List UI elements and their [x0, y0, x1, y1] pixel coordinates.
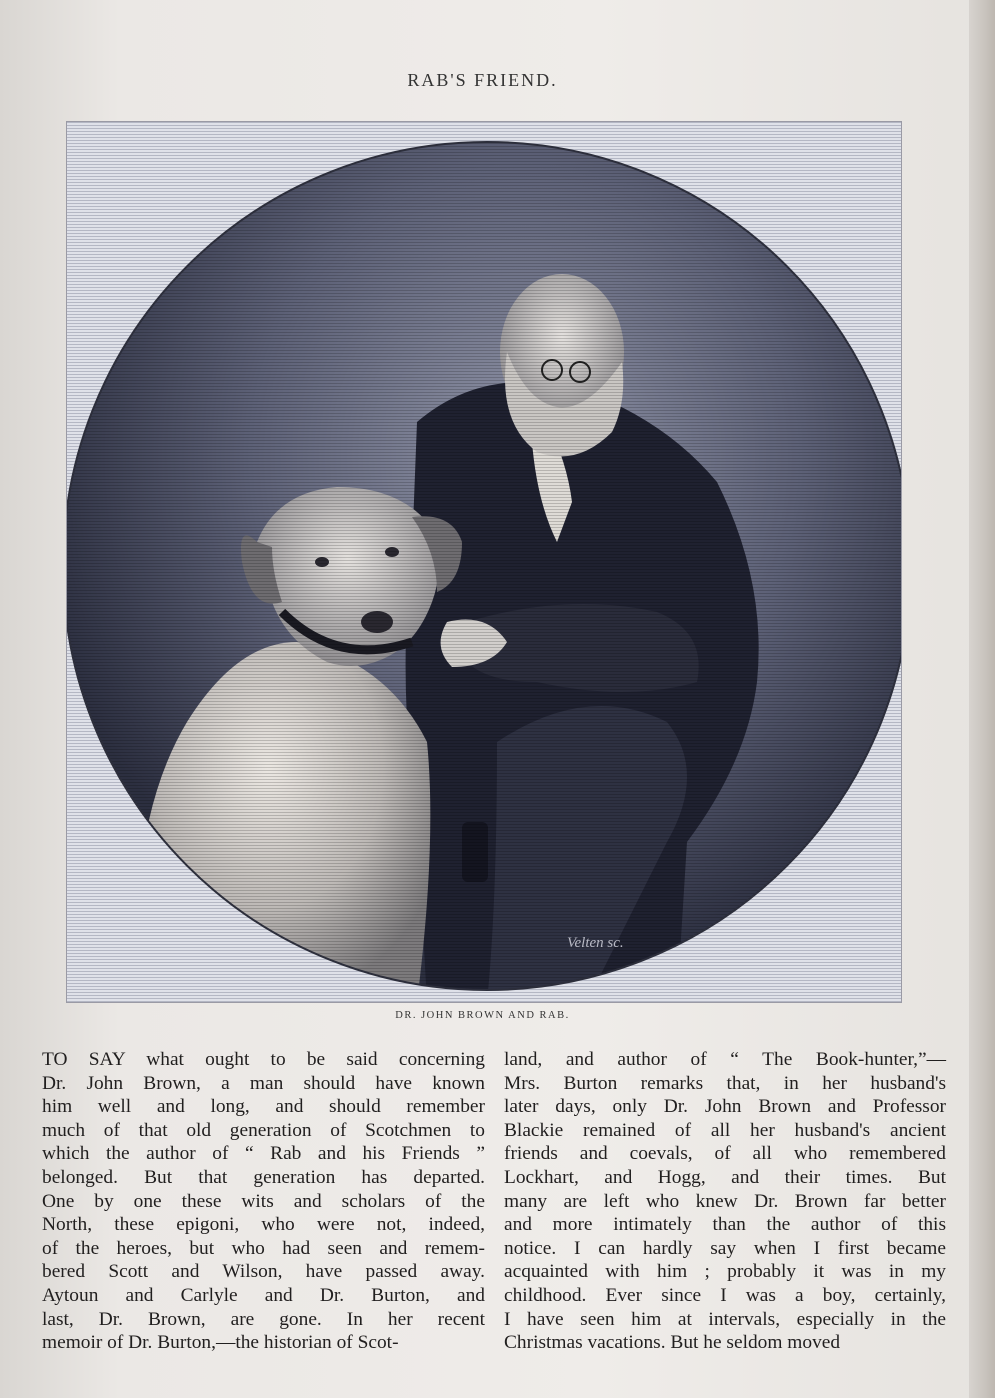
engraved-portrait-plate	[66, 121, 902, 1003]
text-line: Lockhart, and Hogg, and their times. But	[504, 1166, 946, 1188]
text-line: memoir of Dr. Burton,—the historian of Scot-	[42, 1332, 399, 1354]
page-edge-shadow	[969, 0, 995, 1398]
text-line: land, and author of “ The Book-hunter,”—	[504, 1049, 946, 1070]
text-column-left	[42, 1048, 485, 1355]
text-line: and more intimately than the author of this	[504, 1214, 946, 1236]
text-line: which the author of “ Rab and his Friends ”	[42, 1143, 485, 1165]
text-line: much of that old generation of Scotchmen to	[42, 1119, 485, 1141]
text-line: later days, only Dr. John Brown and Professor	[504, 1096, 946, 1118]
text-line: I have seen him at intervals, especially in the	[504, 1308, 946, 1330]
text-line: bered Scott and Wilson, have passed away.	[42, 1261, 485, 1283]
text-line: One by one these wits and scholars of the	[42, 1190, 485, 1212]
text-line: him well and long, and should remember	[42, 1096, 485, 1118]
text-line: Christmas vacations. But he seldom moved	[504, 1332, 841, 1354]
text-line: many are left who knew Dr. Brown far better	[504, 1190, 946, 1212]
text-line: of the heroes, but who had seen and remem-	[42, 1237, 485, 1259]
text-line: Dr. John Brown, a man should have known	[42, 1072, 485, 1094]
engraver-signature: Velten sc.	[567, 935, 624, 951]
text-line: childhood. Ever since I was a boy, certainly,	[504, 1284, 946, 1306]
running-head: RAB'S FRIEND.	[407, 70, 558, 90]
plate-caption: DR. JOHN BROWN AND RAB.	[395, 1010, 570, 1021]
text-line: TO SAY what ought to be said concerning	[42, 1049, 485, 1070]
text-line: belonged. But that generation has departed.	[42, 1166, 485, 1188]
text-line: notice. I can hardly say when I first became	[504, 1237, 946, 1259]
text-line: Mrs. Burton remarks that, in her husband's	[504, 1072, 946, 1094]
text-line: friends and coevals, of all who remembered	[504, 1143, 946, 1165]
text-line: last, Dr. Brown, are gone. In her recent	[42, 1308, 485, 1330]
text-line: acquainted with him ; probably it was in my	[504, 1261, 946, 1283]
portrait-engraving	[67, 122, 901, 1002]
text-column-right	[504, 1048, 946, 1355]
text-line: Blackie remained of all her husband's ancient	[504, 1119, 946, 1141]
text-line: Aytoun and Carlyle and Dr. Burton, and	[42, 1284, 485, 1306]
text-line: North, these epigoni, who were not, indeed,	[42, 1214, 485, 1236]
